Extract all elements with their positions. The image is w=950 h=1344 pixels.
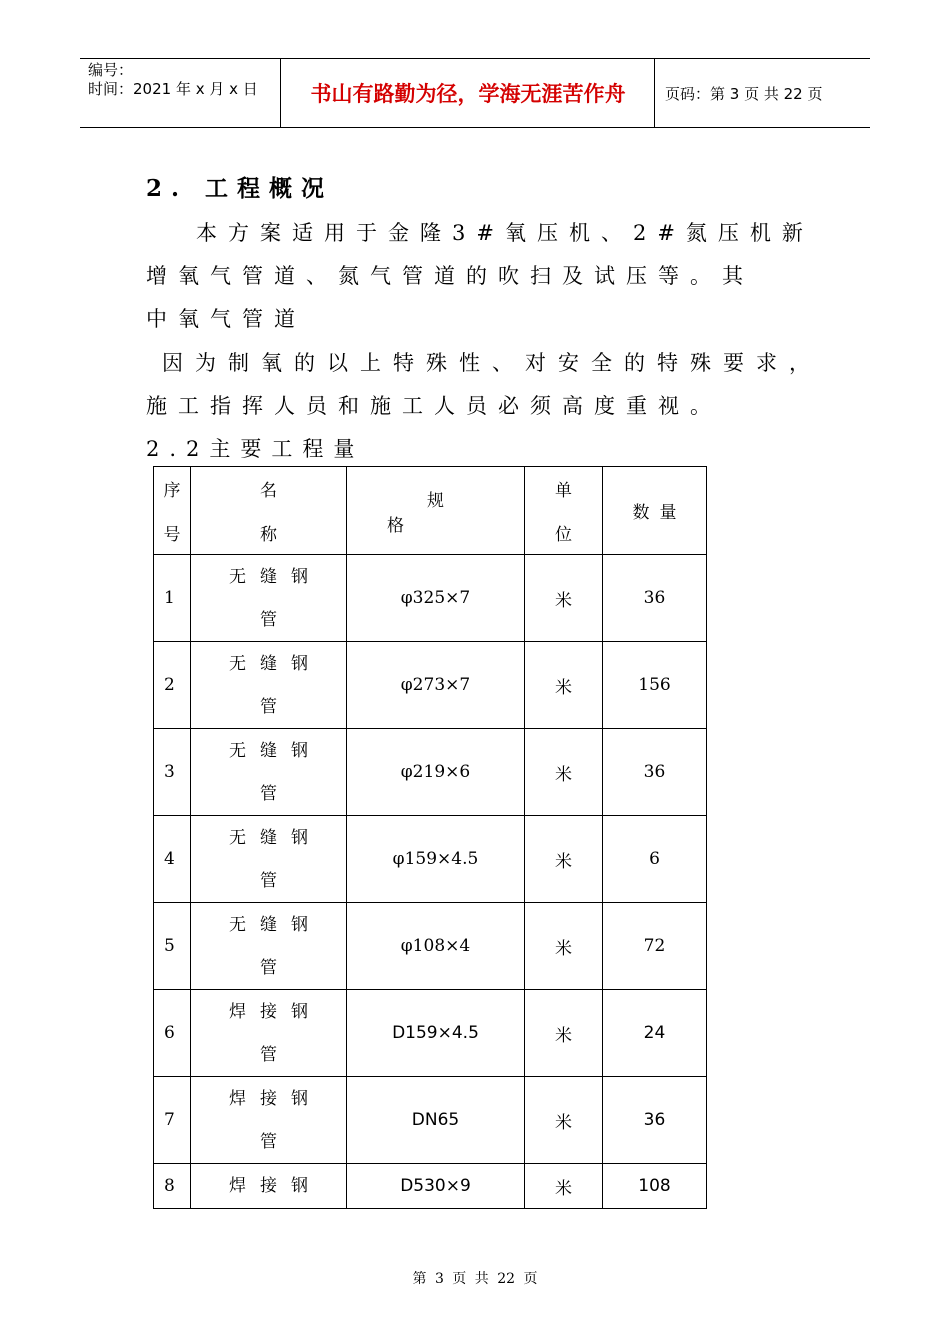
row-seq: 6 (154, 990, 191, 1077)
row-unit: 米 (525, 990, 603, 1077)
row-qty: 6 (603, 816, 707, 903)
paragraph-line: 施工指挥人员和施工人员必须高度重视。 (146, 394, 722, 418)
row-spec: D530×9 (347, 1164, 525, 1209)
document-time-label: 时间：2021 年 x 月 x 日 (88, 80, 258, 98)
row-seq: 2 (154, 642, 191, 729)
header-spec: 规格 (347, 467, 525, 555)
page-footer: 第 3 页 共 22 页 (412, 1271, 538, 1287)
row-qty: 108 (603, 1164, 707, 1209)
row-unit: 米 (525, 903, 603, 990)
paragraph-line: 因为制氧的以上特殊性、对安全的特殊要求， (162, 351, 822, 375)
row-seq: 7 (154, 1077, 191, 1164)
table-row (154, 729, 707, 816)
row-qty: 36 (603, 555, 707, 642)
row-name: 焊接钢 管 (191, 1077, 347, 1164)
row-qty: 24 (603, 990, 707, 1077)
table-row (154, 642, 707, 729)
table-row (154, 903, 707, 990)
row-name: 无缝钢 管 (191, 555, 347, 642)
table-header-row (154, 467, 707, 555)
table-row (154, 1164, 707, 1209)
quantity-table (153, 466, 707, 1209)
row-unit: 米 (525, 555, 603, 642)
row-seq: 5 (154, 903, 191, 990)
header-seq: 序 号 (154, 467, 191, 555)
table-row (154, 990, 707, 1077)
page-header (80, 58, 870, 128)
row-spec: φ159×4.5 (347, 816, 525, 903)
header-motto: 书山有路勤为径，学海无涯苦作舟 (282, 59, 655, 127)
header-unit: 单 位 (525, 467, 603, 555)
row-unit: 米 (525, 1077, 603, 1164)
document-number-label: 编号： (88, 61, 134, 79)
row-unit: 米 (525, 816, 603, 903)
row-qty: 156 (603, 642, 707, 729)
row-qty: 72 (603, 903, 707, 990)
row-unit: 米 (525, 642, 603, 729)
row-name: 无缝钢 管 (191, 642, 347, 729)
paragraph-line: 增氧气管道、氮气管道的吹扫及试压等。其 (146, 264, 754, 288)
table-row (154, 816, 707, 903)
row-spec: D159×4.5 (347, 990, 525, 1077)
row-seq: 1 (154, 555, 191, 642)
row-unit: 米 (525, 1164, 603, 1209)
row-name: 无缝钢 管 (191, 729, 347, 816)
section-title: 2. 工程概况 (146, 175, 334, 202)
table-row (154, 555, 707, 642)
row-spec: φ325×7 (347, 555, 525, 642)
row-spec: DN65 (347, 1077, 525, 1164)
paragraph-line: 中氧气管道 (146, 307, 306, 331)
row-seq: 8 (154, 1164, 191, 1209)
row-spec: φ219×6 (347, 729, 525, 816)
row-spec: φ108×4 (347, 903, 525, 990)
row-name: 无缝钢 管 (191, 816, 347, 903)
row-unit: 米 (525, 729, 603, 816)
row-name: 焊接钢 管 (191, 990, 347, 1077)
header-name: 名 称 (191, 467, 347, 555)
row-seq: 4 (154, 816, 191, 903)
header-meta (80, 59, 281, 127)
table-row (154, 1077, 707, 1164)
header-page-info: 页码：第 3 页 共 22 页 (665, 84, 823, 103)
row-name: 无缝钢 管 (191, 903, 347, 990)
paragraph-line: 本方案适用于金隆3#氧压机、2#氮压机新 (196, 221, 814, 245)
row-qty: 36 (603, 1077, 707, 1164)
row-qty: 36 (603, 729, 707, 816)
subsection-title: 2.2主要工程量 (146, 437, 365, 461)
row-spec: φ273×7 (347, 642, 525, 729)
row-name: 焊接钢 (191, 1164, 347, 1209)
row-seq: 3 (154, 729, 191, 816)
header-qty: 数量 (603, 467, 707, 555)
